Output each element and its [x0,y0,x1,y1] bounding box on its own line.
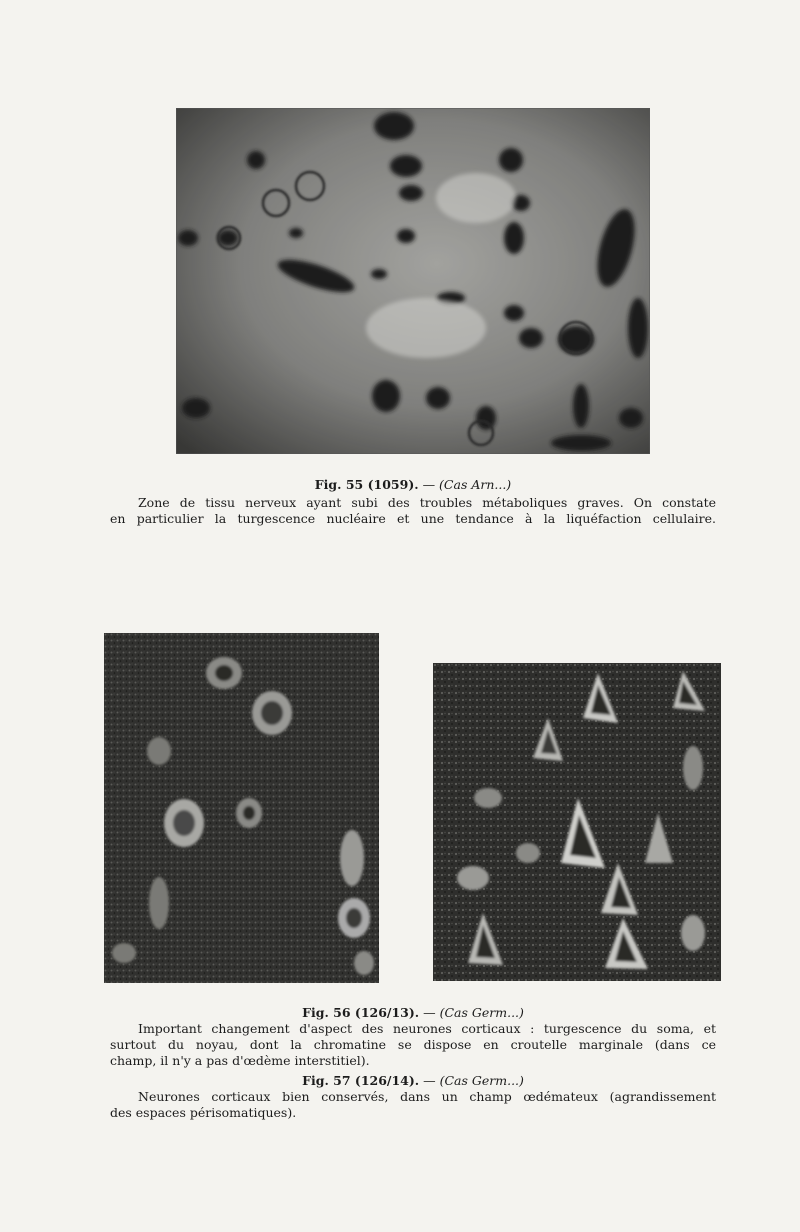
figure-55-case: (Cas Arn...) [439,477,512,492]
figure-55-label: Fig. 55 (1059). [314,477,419,492]
figure-57-label: Fig. 57 (126/14). [302,1073,420,1088]
figure-57-micrograph [433,663,721,981]
figure-55-description-line: en particulier la turgescence nucléaire et une tendance à la liquéfaction cellulaire. [110,511,716,526]
figure-56-description-line: champ, il n'y a pas d'œdème interstitiel). [110,1053,370,1068]
figure-57-dash: — [419,1073,440,1088]
figure-56-label: Fig. 56 (126/13). [302,1005,420,1020]
figure-56-dash: — [419,1005,440,1020]
figure-57-description-line: des espaces périsomatiques). [110,1105,297,1120]
figure-56-heading [110,1005,716,1020]
figure-57-heading [110,1073,716,1088]
figure-56-case: (Cas Germ...) [439,1005,524,1020]
figure-55-description-line: Zone de tissu nerveux ayant subi des troubles métaboliques graves. On constate [138,495,716,510]
figure-56-description-line: Important changement d'aspect des neurones corticaux : turgescence du soma, et [138,1021,716,1036]
figure-55-dash: — [418,477,440,492]
figure-56-description-line: surtout du noyau, dont la chromatine se dispose en croutelle marginale (dans ce [110,1037,716,1052]
figure-55-micrograph [176,108,650,454]
figure-57-case: (Cas Germ...) [439,1073,524,1088]
figure-55-heading [110,477,716,492]
figure-57-description-line: Neurones corticaux bien conservés, dans un champ œdémateux (agrandissement [138,1089,716,1104]
figure-56-micrograph [104,633,379,983]
